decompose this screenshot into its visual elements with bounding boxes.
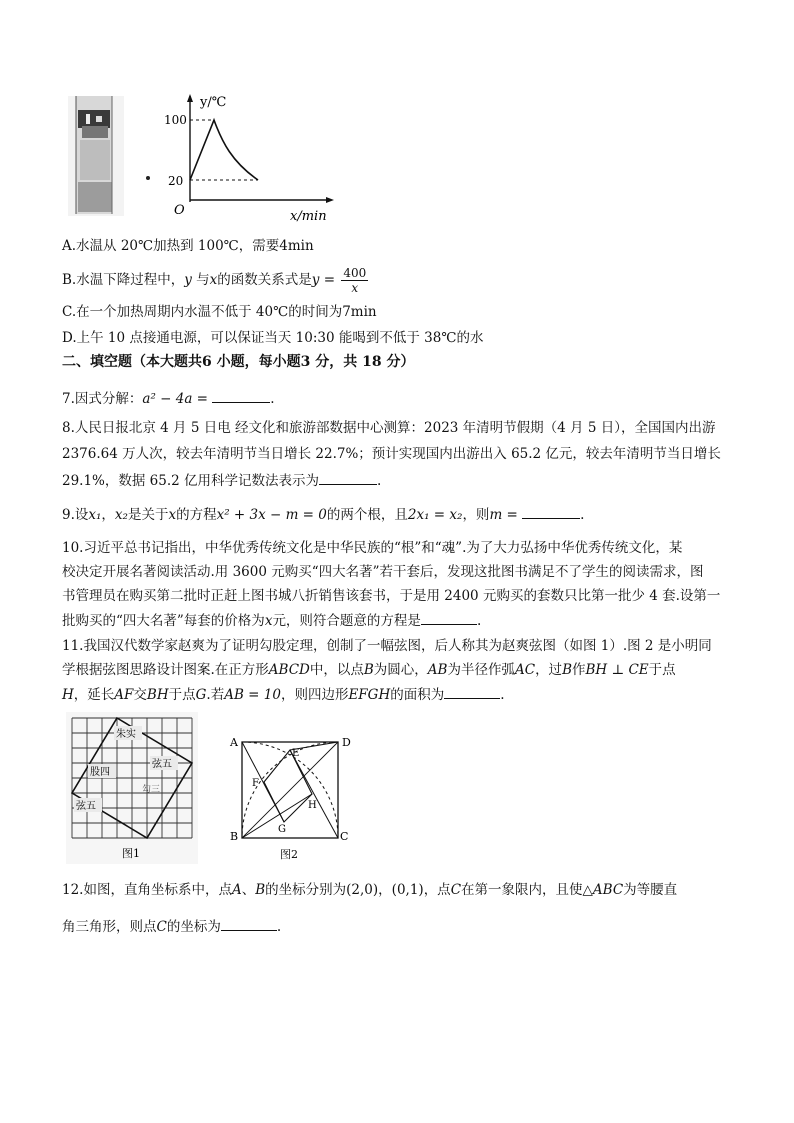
q12-comma: ，	[378, 882, 392, 898]
q9-p1: 9.设	[62, 507, 89, 523]
q11-t5: ，过	[535, 662, 563, 678]
q12-t5: 为等腰直	[623, 882, 678, 898]
q11-abcd: ABCD	[268, 662, 310, 678]
q8-line-2: 2376.64 万人次，较去年清明节当日增长 22.7%；预计实现国内出游出入 65.2 亿元，较去年清明节当日增长	[62, 446, 721, 462]
q11-af: AF	[114, 687, 134, 703]
figure-1	[66, 712, 198, 864]
q11-end: .	[500, 687, 505, 703]
q11-line-2	[62, 660, 676, 680]
section-2-heading: 二、填空题（本大题共6 小题，每小题3 分，共 18 分）	[62, 354, 415, 370]
pt-e: E	[292, 748, 300, 759]
quad-efgh	[264, 750, 312, 822]
q10-answer-blank[interactable]	[421, 610, 477, 625]
q12-b: B	[255, 882, 266, 898]
q10-end: .	[476, 613, 482, 629]
q11-answer-blank[interactable]	[444, 684, 500, 699]
q6-b-prefix: B.水温下降过程中，	[62, 272, 185, 288]
q12-c2: C	[156, 919, 167, 935]
x-axis-label: x/min	[290, 209, 327, 224]
q11-t6: 作	[571, 662, 586, 678]
q9-m: m =	[489, 507, 518, 523]
bullet-dot	[146, 176, 150, 180]
q6-b-fraction	[341, 266, 368, 295]
q11-line-3	[62, 684, 505, 705]
q6-option-b	[62, 262, 368, 298]
q6-option-c: C.在一个加热周期内水温不低于 40℃的时间为7min	[62, 304, 377, 320]
fig2-caption: 图2	[280, 848, 298, 861]
q12-triangle: △ABC	[582, 882, 624, 898]
q10-line-3: 书管理员在购买第二批时正赶上图书城八折销售该套书，于是用 2400 元购买的套数只比第一批少 4 套.设第一	[62, 588, 721, 604]
q9-p5: 的两个根，且	[326, 507, 408, 523]
q12-line-2	[62, 916, 281, 937]
label-gousan: 勾三	[142, 785, 161, 795]
label-zhushi: 朱实	[116, 729, 136, 740]
pt-g: G	[278, 824, 286, 835]
q11-t12: ，则四边形	[280, 687, 349, 703]
q9-condition: 2x₁ = x₂	[407, 507, 463, 523]
q12-sep: 、	[241, 882, 256, 898]
q12-end: .	[276, 919, 282, 935]
q11-g: G	[195, 687, 207, 703]
q7-expr: a² − 4a =	[142, 391, 208, 407]
q12-coord-a: (2,0)	[346, 882, 379, 898]
q6-option-a: A.水温从 20℃加热到 100℃，需要4min	[62, 238, 314, 254]
pt-b: B	[230, 830, 239, 843]
label-xianwu-right: 弦五	[152, 759, 172, 770]
q7-end: .	[270, 391, 275, 407]
q11-efgh: EFGH	[348, 687, 391, 703]
q6-b-mid2: 的函数关系式是	[217, 272, 312, 288]
q9-x: x	[168, 507, 177, 523]
q12-t6: 角三角形，则点	[62, 919, 157, 935]
q9-p3: 是关于	[127, 507, 169, 523]
q6-b-eq: y =	[311, 272, 336, 288]
x-axis-arrow-icon	[326, 197, 334, 203]
q10-line-4	[62, 610, 481, 631]
q8-end: .	[377, 473, 382, 489]
q11-t8: ，延长	[73, 687, 115, 703]
q11-t11: .若	[206, 687, 225, 703]
q7	[62, 388, 275, 409]
tick-100: 100	[164, 113, 187, 127]
q12-coord-b: (0,1)	[391, 882, 424, 898]
line-diag	[242, 742, 338, 838]
q12-line-1	[62, 880, 677, 900]
label-xianwu-left: 弦五	[76, 801, 96, 812]
q12-t4: 在第一象限内，且使	[461, 882, 583, 898]
q9-x1: x₁	[88, 507, 102, 523]
q12-t7: 的坐标为	[166, 919, 221, 935]
q11-t3: 为圆心，	[373, 662, 428, 678]
fraction-numerator: 400	[343, 266, 367, 280]
q11-ab: AB	[427, 662, 448, 678]
q8-answer-blank[interactable]	[319, 470, 377, 485]
q11-t7: 于点	[648, 662, 676, 678]
thermos-photo	[68, 96, 124, 216]
q11-b2: B	[562, 662, 572, 678]
q12-answer-blank[interactable]	[221, 916, 277, 931]
q9-p2: ，	[101, 507, 115, 523]
q6-b-x: x	[209, 272, 218, 288]
q11-bh: BH	[146, 687, 169, 703]
q11-t4: 为半径作弧	[447, 662, 515, 678]
q9-x2: x₂	[114, 507, 128, 523]
q12-t2: 的坐标分别为	[265, 882, 347, 898]
line-bh	[242, 794, 312, 838]
q9-end: .	[580, 507, 585, 523]
pt-f: F	[252, 778, 259, 789]
pt-c: C	[340, 830, 349, 843]
q10-line-1: 10.习近平总书记指出，中华优秀传统文化是中华民族的“根”和“魂”.为了大力弘扬中华优秀传统文化，某	[62, 540, 683, 556]
q10-line-2: 校决定开展名著阅读活动.用 3600 元购买“四大名著”若干套后，发现这批图书满足不了学生的阅读需求，图	[62, 564, 704, 580]
q11-t10: 于点	[168, 687, 196, 703]
q12-c: C	[450, 882, 462, 898]
q9-p4: 的方程	[176, 507, 217, 523]
pt-h: H	[308, 800, 317, 811]
q7-text: 7.因式分解：	[62, 391, 143, 407]
q11-ac: AC	[514, 662, 536, 678]
q11-t9: 交	[133, 687, 147, 703]
pt-a: A	[230, 736, 238, 749]
q8-line-3-text: 29.1%，数据 65.2 亿用科学记数法表示为	[62, 473, 320, 489]
q9-answer-blank[interactable]	[522, 504, 580, 519]
label-gusi: 股四	[90, 767, 110, 778]
q11-t13: 的面积为	[390, 687, 445, 703]
q6-option-d: D.上午 10 点接通电源，可以保证当天 10:30 能喝到不低于 38℃的水	[62, 330, 484, 346]
fig1-caption: 图1	[122, 847, 140, 860]
q7-answer-blank[interactable]	[212, 388, 270, 403]
q11-h: H	[62, 687, 74, 703]
q10-x: x	[264, 613, 273, 629]
q11-b: B	[363, 662, 374, 678]
q8-line-3	[62, 470, 381, 491]
pt-d: D	[342, 736, 351, 749]
q12-t3: ，点	[423, 882, 451, 898]
q6-b-y: y	[184, 272, 192, 288]
q9-p6: ，则	[462, 507, 490, 523]
q11-ab10: AB = 10	[224, 687, 281, 703]
tick-20: 20	[168, 174, 184, 188]
origin-label: O	[174, 203, 185, 218]
fraction-denominator: x	[351, 281, 359, 295]
q11-t2: 中，以点	[309, 662, 364, 678]
q10-line-4b: 元，则符合题意的方程是	[272, 613, 421, 629]
q12-a: A	[231, 882, 242, 898]
y-axis-arrow-icon	[187, 94, 193, 102]
q8-line-1: 8.人民日报北京 4 月 5 日电 经文化和旅游部数据中心测算：2023 年清明节假期（4 月 5 日），全国国内出游	[62, 420, 716, 436]
q12-t1: 12.如图，直角坐标系中，点	[62, 882, 232, 898]
q11-t1: 学根据弦图思路设计图案.在正方形	[62, 662, 269, 678]
figure-2	[226, 730, 356, 864]
temperature-curve	[190, 120, 258, 180]
q9-equation: x² + 3x − m = 0	[216, 507, 327, 523]
q11-perp: BH ⊥ CE	[585, 662, 649, 678]
q10-line-4a: 批购买的“四大名著”每套的价格为	[62, 613, 265, 629]
temperature-graph	[162, 92, 338, 224]
q11-line-1: 11.我国汉代数学家赵爽为了证明勾股定理，创制了一幅弦图，后人称其为赵爽弦图（如图 1）.图 2 是小明同	[62, 638, 712, 654]
y-axis-label: y/℃	[200, 95, 227, 110]
q6-b-mid1: 与	[191, 272, 210, 288]
q9	[62, 504, 584, 525]
